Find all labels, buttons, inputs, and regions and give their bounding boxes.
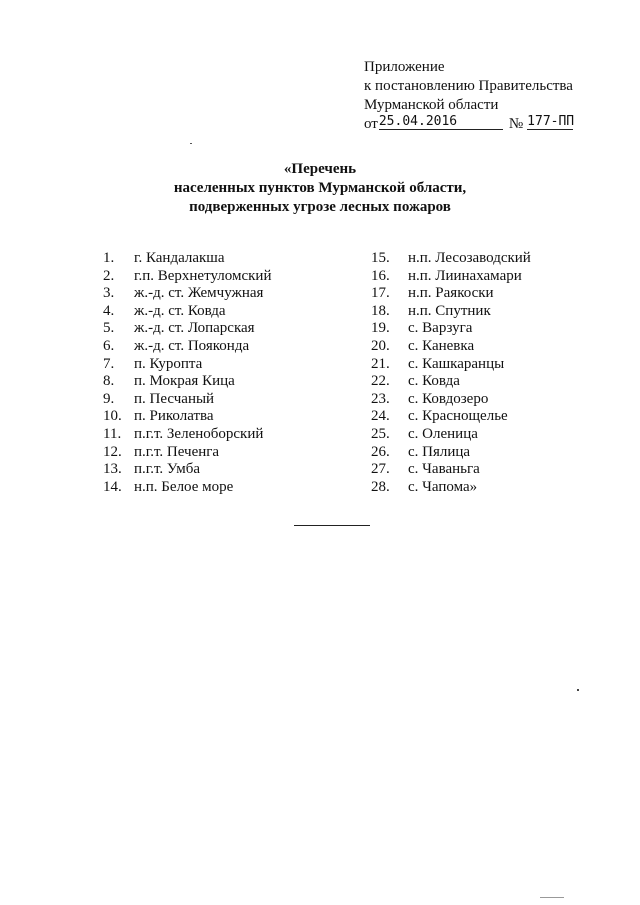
list-item-number: 13. [103,461,122,478]
list-item [371,338,531,356]
list-item [371,426,531,444]
list-item-name: с. Варзуга [408,320,473,337]
list-item-name: с. Каневка [408,337,475,354]
list-item-number: 25. [371,425,390,442]
list-item-name: с. Чапома» [408,478,478,495]
scan-mark [540,897,564,898]
list-item [371,250,531,268]
list-item [371,391,531,409]
list-item [103,320,271,338]
list-item-number: 14. [103,478,122,495]
list-item [103,250,271,268]
list-item [103,373,271,391]
list-item [103,461,271,479]
list-item [371,479,531,497]
document-title [140,160,500,217]
list-item-number: 15. [371,250,390,266]
list-item-name: с. Краснощелье [408,408,508,425]
list-item [371,373,531,391]
list-item-number: 22. [371,373,390,390]
list-item-name: п. Куропта [134,355,203,372]
list-item-number: 6. [103,337,115,354]
list-item-number: 21. [371,355,390,372]
appendix-resolution-ref: к постановлению Правительства [364,78,573,94]
list-item [103,338,271,356]
list-item-name: н.п. Раякоски [408,285,494,302]
list-item [371,444,531,462]
list-item-number: 8. [103,373,115,390]
list-item-number: 28. [371,478,390,495]
list-item-name: п.г.т. Умба [134,461,200,478]
list-item [371,461,531,479]
list-item-number: 1. [103,250,115,266]
scan-speck [190,143,192,144]
list-item-number: 9. [103,390,115,407]
end-separator-line [294,525,370,526]
list-item-number: 2. [103,267,115,284]
list-item-name: с. Кашкаранцы [408,355,505,372]
list-item-number: 16. [371,267,390,284]
list-item-number: 17. [371,285,390,302]
appendix-date-number-row [364,115,573,134]
list-item [103,426,271,444]
list-item-number: 10. [103,408,122,425]
list-item-number: 7. [103,355,115,372]
list-item-name: п. Песчаный [134,390,215,407]
list-item-name: с. Пялица [408,443,471,460]
appendix-region: Мурманской области [364,97,499,113]
list-item [371,303,531,321]
list-item [103,303,271,321]
list-item-name: ж.-д. ст. Ковда [134,302,226,319]
list-item-name: п.г.т. Зеленоборский [134,425,264,442]
list-item-name: ж.-д. ст. Пояконда [134,337,250,354]
list-item-number: 19. [371,320,390,337]
list-item-name: г.п. Верхнетуломский [134,267,272,284]
list-item-number: 18. [371,302,390,319]
settlement-list-right [371,250,531,496]
list-item-number: 12. [103,443,122,460]
document-number: 177-ПП [527,114,575,129]
date-prefix: от [364,116,378,132]
title-line-2: населенных пунктов Мурманской области, [173,180,467,196]
settlement-list-left [103,250,271,496]
list-item-number: 5. [103,320,115,337]
list-item-name: н.п. Спутник [408,302,491,319]
list-item-name: ж.-д. ст. Лопарская [134,320,255,337]
list-item-number: 27. [371,461,390,478]
list-item-number: 20. [371,337,390,354]
list-item-name: с. Ковда [408,373,460,390]
list-item-name: н.п. Белое море [134,478,234,495]
list-item [371,356,531,374]
list-item [371,268,531,286]
list-item [103,479,271,497]
list-item-name: п. Риколатва [134,408,214,425]
list-item-number: 11. [103,425,122,442]
number-sign: № [508,116,524,132]
list-item-number: 3. [103,285,115,302]
list-item [103,268,271,286]
list-item [103,408,271,426]
document-date: 25.04.2016 [379,114,503,130]
title-line-3: подверженных угрозе лесных пожаров [189,199,451,215]
appendix-header [364,58,573,134]
list-item-name: с. Оленица [408,425,478,442]
list-item-name: ж.-д. ст. Жемчужная [134,285,264,302]
list-item [371,320,531,338]
list-item-name: с. Ковдозеро [408,390,489,407]
list-item-name: н.п. Лиинахамари [408,267,522,284]
list-item-number: 24. [371,408,390,425]
list-item [103,356,271,374]
list-item [371,285,531,303]
title-line-1: «Перечень [283,161,357,177]
list-item-number: 23. [371,390,390,407]
list-item-name: п. Мокрая Кица [134,373,235,390]
list-item [103,391,271,409]
list-item-number: 4. [103,302,115,319]
list-item-name: п.г.т. Печенга [134,443,220,460]
list-item-name: н.п. Лесозаводский [408,250,531,266]
list-item [103,444,271,462]
scan-speck [577,689,579,691]
list-item-name: г. Кандалакша [134,250,225,266]
appendix-label: Приложение [364,59,445,75]
list-item-number: 26. [371,443,390,460]
list-item-name: с. Чаваньга [408,461,480,478]
list-item [371,408,531,426]
list-item [103,285,271,303]
